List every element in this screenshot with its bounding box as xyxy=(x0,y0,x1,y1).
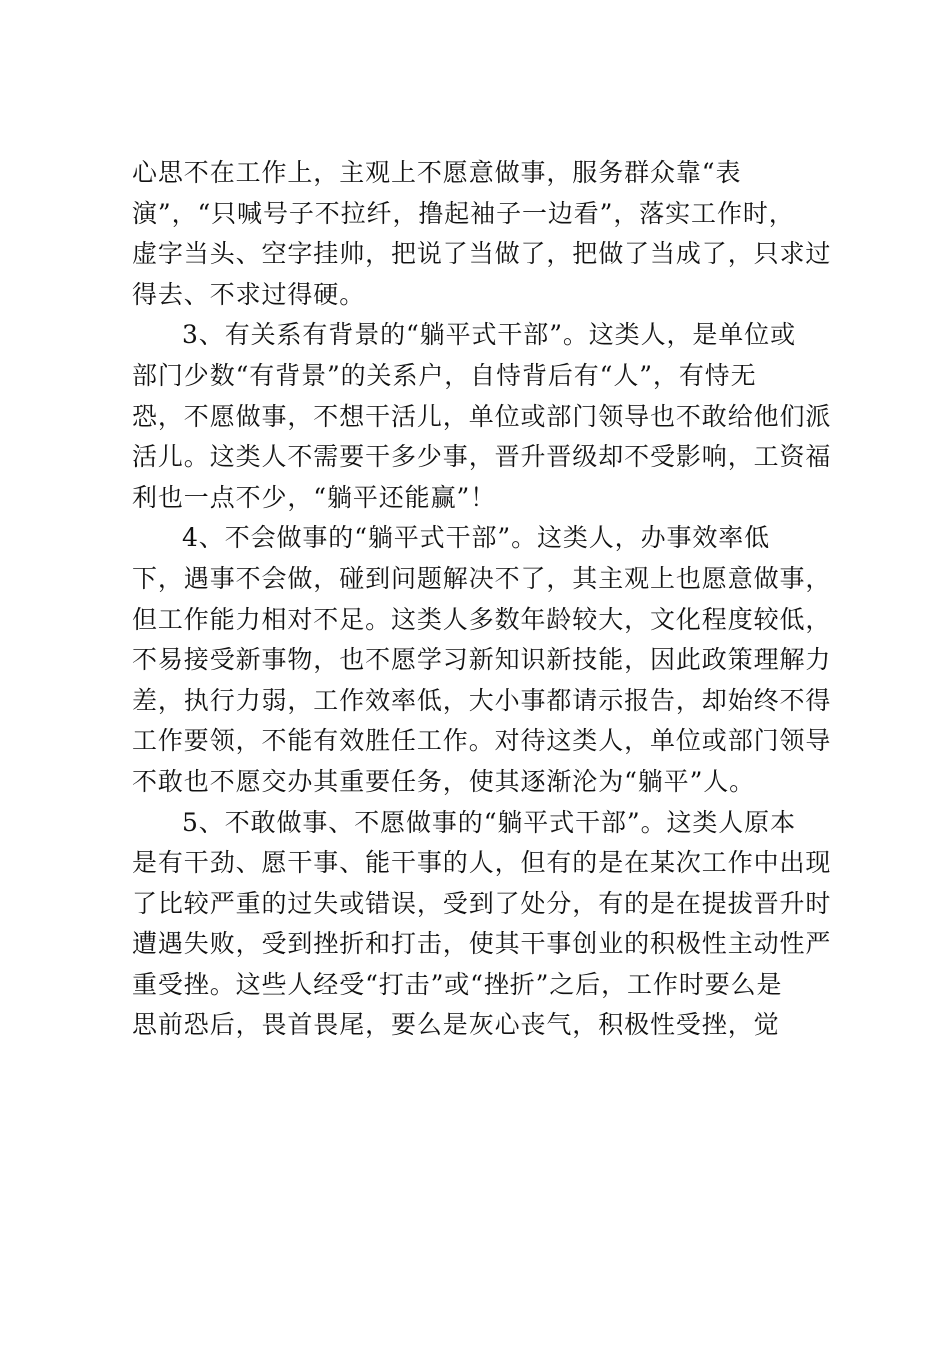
text-line-11: 下，遇事不会做，碰到问题解决不了，其主观上也愿意做事， xyxy=(132,563,832,593)
text-line-3: 虚字当头、空字挂帅，把说了当做了，把做了当成了，只求过 xyxy=(132,239,832,269)
text-line-14: 差，执行力弱，工作效率低，大小事都请示报告，却始终不得 xyxy=(132,685,832,715)
text-line-12: 但工作能力相对不足。这类人多数年龄较大，文化程度较低， xyxy=(132,604,832,634)
text-line-8: 活儿。这类人不需要干多少事，晋升晋级却不受影响，工资福 xyxy=(132,442,832,472)
paragraph-5-start: 5、不敢做事、不愿做事的“躺平式干部”。这类人原本 xyxy=(182,807,796,837)
text-line-13: 不易接受新事物，也不愿学习新知识新技能，因此政策理解力 xyxy=(132,645,832,675)
text-line-18: 是有干劲、愿干事、能干事的人，但有的是在某次工作中出现 xyxy=(132,848,832,878)
text-line-15: 工作要领，不能有效胜任工作。对待这类人，单位或部门领导 xyxy=(132,726,832,756)
text-line-22: 思前恐后，畏首畏尾，要么是灰心丧气，积极性受挫，觉 xyxy=(132,1010,780,1040)
paragraph-3-start: 3、有关系有背景的“躺平式干部”。这类人，是单位或 xyxy=(182,320,796,350)
text-line-7: 恐，不愿做事，不想干活儿，单位或部门领导也不敢给他们派 xyxy=(132,401,832,431)
text-line-4: 得去、不求过得硬。 xyxy=(132,279,366,309)
text-line-9: 利也一点不少，“躺平还能赢”！ xyxy=(132,482,497,512)
text-line-19: 了比较严重的过失或错误，受到了处分，有的是在提拔晋升时 xyxy=(132,888,832,918)
text-line-16: 不敢也不愿交办其重要任务，使其逐渐沦为“躺平”人。 xyxy=(132,766,756,796)
text-line-1: 心思不在工作上，主观上不愿意做事，服务群众靠“表 xyxy=(132,158,742,187)
text-line-2: 演”，“只喊号子不拉纤，撸起袖子一边看”，落实工作时， xyxy=(132,198,795,228)
text-line-20: 遭遇失败，受到挫折和打击，使其干事创业的积极性主动性严 xyxy=(132,929,832,959)
body-text xyxy=(132,153,832,1046)
text-line-6: 部门少数“有背景”的关系户，自恃背后有“人”，有恃无 xyxy=(132,360,757,390)
text-line-21: 重受挫。这些人经受“打击”或“挫折”之后，工作时要么是 xyxy=(132,969,783,999)
paragraph-4-start: 4、不会做事的“躺平式干部”。这类人，办事效率低 xyxy=(182,523,771,553)
